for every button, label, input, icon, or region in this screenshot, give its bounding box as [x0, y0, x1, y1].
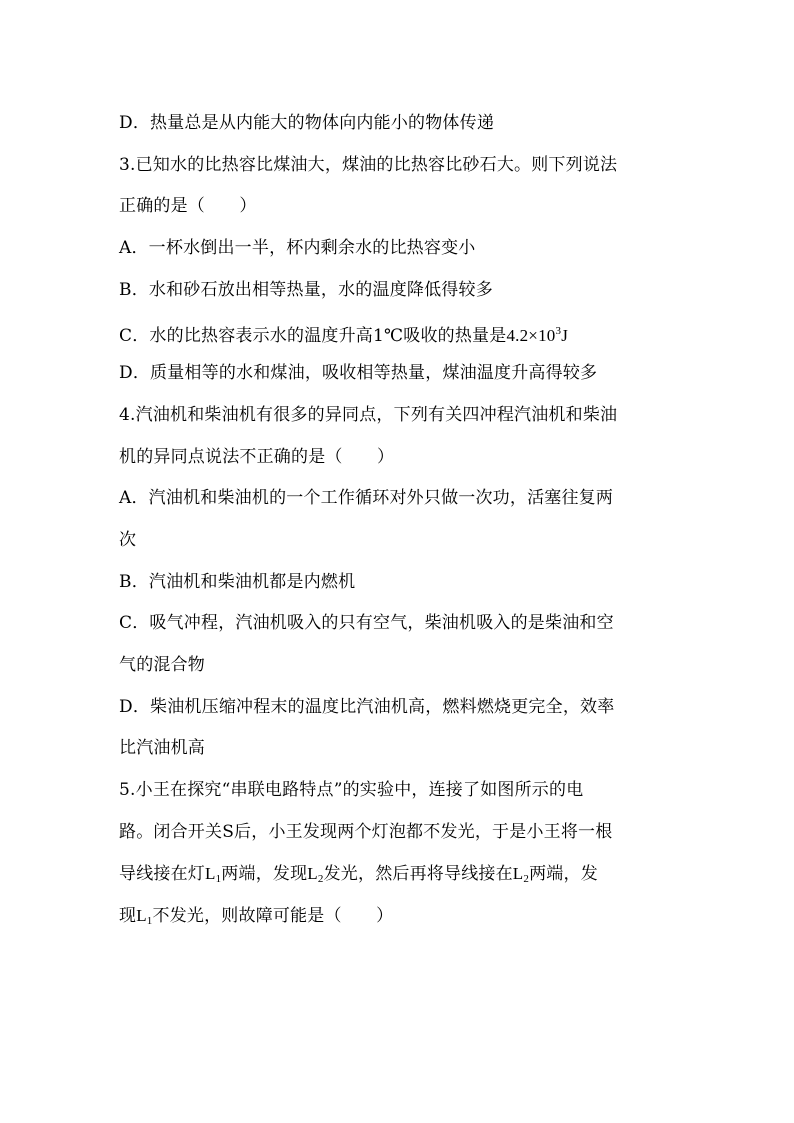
- q3-option-b: B．水和砂石放出相等热量，水的温度降低得较多: [119, 279, 493, 300]
- q4-option-c-line1: C．吸气冲程，汽油机吸入的只有空气，柴油机吸入的是柴油和空: [119, 613, 614, 634]
- lamp-l2-letter-again: L: [512, 864, 524, 884]
- q5-line3-d: 两端，发: [529, 864, 598, 885]
- lamp-l1-letter: L: [205, 864, 216, 884]
- q3-option-c-unit: J: [561, 326, 569, 346]
- q5-stem-line1: 5.小王在探究“串联电路特点”的实验中，连接了如图所示的电: [119, 780, 584, 800]
- q5-line3-c: 发光，然后再将导线接在: [323, 864, 513, 885]
- q5-line4-a: 现: [119, 906, 137, 927]
- q5-stem-line3: [119, 853, 679, 895]
- question-content: [119, 103, 679, 937]
- q4-stem-line2: 机的异同点说法不正确的是（ ）: [119, 446, 395, 467]
- lamp-l2-sub-again: 2: [523, 873, 530, 886]
- q4-stem-line1: 4.汽油机和柴油机有很多的异同点，下列有关四冲程汽油机和柴油: [119, 404, 618, 425]
- q5-line3-a: 导线接在灯: [119, 864, 205, 885]
- q3-option-d: D．质量相等的水和煤油，吸收相等热量，煤油温度升高得较多: [119, 363, 598, 384]
- q3-option-c: [119, 311, 679, 353]
- lamp-l1-sub-again: 1: [146, 915, 153, 928]
- q4-option-d-line2: 比汽油机高: [119, 738, 205, 759]
- q3-option-c-prefix: C．水的比热容表示水的温度升高1℃吸收的热量是: [119, 326, 507, 347]
- lamp-l2-sub: 2: [317, 873, 324, 886]
- q3-option-c-exponent: 3: [555, 325, 562, 338]
- lamp-l2-letter: L: [307, 864, 318, 884]
- q5-line4-b: 不发光，则故障可能是（ ）: [152, 906, 394, 927]
- lamp-l1-letter-again: L: [136, 906, 147, 926]
- q3-option-a: A．一杯水倒出一半，杯内剩余水的比热容变小: [119, 238, 476, 259]
- q4-option-a-line2: 次: [119, 529, 137, 550]
- q4-option-d-line1: D．柴油机压缩冲程末的温度比汽油机高，燃料燃烧更完全，效率: [119, 696, 615, 717]
- q2-option-d: D．热量总是从内能大的物体向内能小的物体传递: [119, 113, 495, 133]
- q4-option-b: B．汽油机和柴油机都是内燃机: [119, 571, 356, 592]
- q5-line3-b: 两端，发现: [221, 864, 308, 885]
- q5-stem-line4: [119, 895, 679, 937]
- q4-option-c-line2: 气的混合物: [119, 654, 205, 675]
- q4-option-a-line1: A．汽油机和柴油机的一个工作循环对外只做一次功，活塞往复两: [119, 488, 614, 509]
- lamp-l1-sub: 1: [215, 873, 222, 886]
- q5-stem-line2: 路。闭合开关S后，小王发现两个灯泡都不发光，于是小王将一根: [119, 821, 613, 842]
- q3-option-c-value: 4.2×10: [506, 326, 556, 346]
- q3-stem-line2: 正确的是（ ）: [119, 196, 257, 217]
- q3-stem-line1: 3.已知水的比热容比煤油大，煤油的比热容比砂石大。则下列说法: [119, 154, 618, 175]
